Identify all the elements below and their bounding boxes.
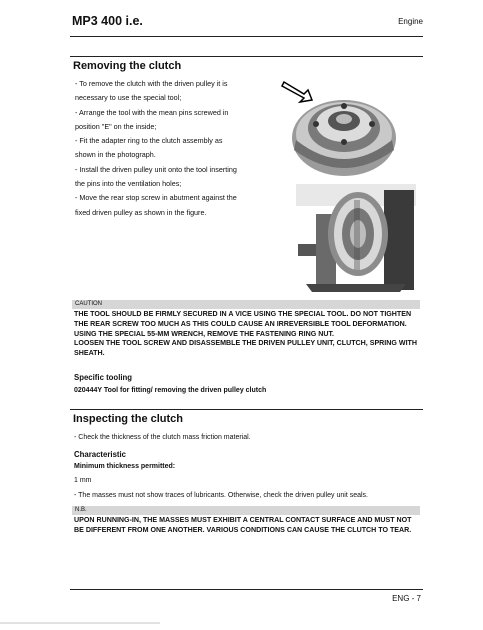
manual-title: MP3 400 i.e. [72,14,143,28]
inspecting-clutch-heading: Inspecting the clutch [73,413,184,425]
removal-steps [75,77,247,220]
removal-step: - Move the rear stop screw in abutment against the fixed driven pulley as shown in the figure. [75,193,237,217]
caution-label: CAUTION [72,300,420,309]
min-thickness-value: 1 mm [74,477,92,484]
characteristic-heading: Characteristic [74,450,127,459]
section-divider [70,409,423,410]
header-divider [70,36,423,37]
specific-tooling-heading: Specific tooling [74,373,133,382]
lubricant-check-text: - The masses must not show traces of lubricants. Otherwise, check the driven pulley unit seals. [74,492,368,499]
clutch-tool-photo [276,78,409,182]
removal-step: - Arrange the tool with the mean pins screwed in position "E" on the inside; [75,107,229,131]
min-thickness-label: Minimum thickness permitted: [74,463,176,470]
section-divider [70,56,423,57]
removal-step: - Fit the adapter ring to the clutch assembly as shown in the photograph. [75,136,223,160]
note-label: N.B. [72,506,420,515]
removal-step: - To remove the clutch with the driven pulley it is necessary to use the special tool; [75,79,228,103]
tooling-item: 020444Y Tool for fitting/ removing the driven pulley clutch [74,387,267,394]
page-number: ENG - 7 [392,594,421,603]
footer-divider [70,589,423,590]
vice-mounted-tool-photo [296,184,416,292]
removing-clutch-heading: Removing the clutch [73,60,182,72]
caution-text: THE TOOL SHOULD BE FIRMLY SECURED IN A VICE USING THE SPECIAL TOOL. DO NOT TIGHTEN THE REAR SCREW TOO MUCH AS THIS COULD CAUSE AN IRREVERSIBLE TOOL DEFORMATION. USING THE SPECIAL 55-MM WRENCH, REMOVE THE FASTENING RING NUT. LOOSEN THE TOOL SCREW AND DISASSEMBLE THE DRIVEN PULLEY UNIT, CLUTCH, SPRING WITH SHEATH. [74,310,418,358]
check-thickness-text: - Check the thickness of the clutch mass friction material. [74,434,251,441]
removal-step: - Install the driven pulley unit onto the tool inserting the pins into the ventilation holes; [75,164,237,189]
note-text: UPON RUNNING-IN, THE MASSES MUST EXHIBIT A CENTRAL CONTACT SURFACE AND MUST NOT BE DIFFERENT FROM ONE ANOTHER. VARIOUS CONDITIONS CAN CAUSE THE CLUTCH TO TEAR. [74,516,412,534]
section-name: Engine [398,17,423,26]
scan-artifact [0,620,160,626]
